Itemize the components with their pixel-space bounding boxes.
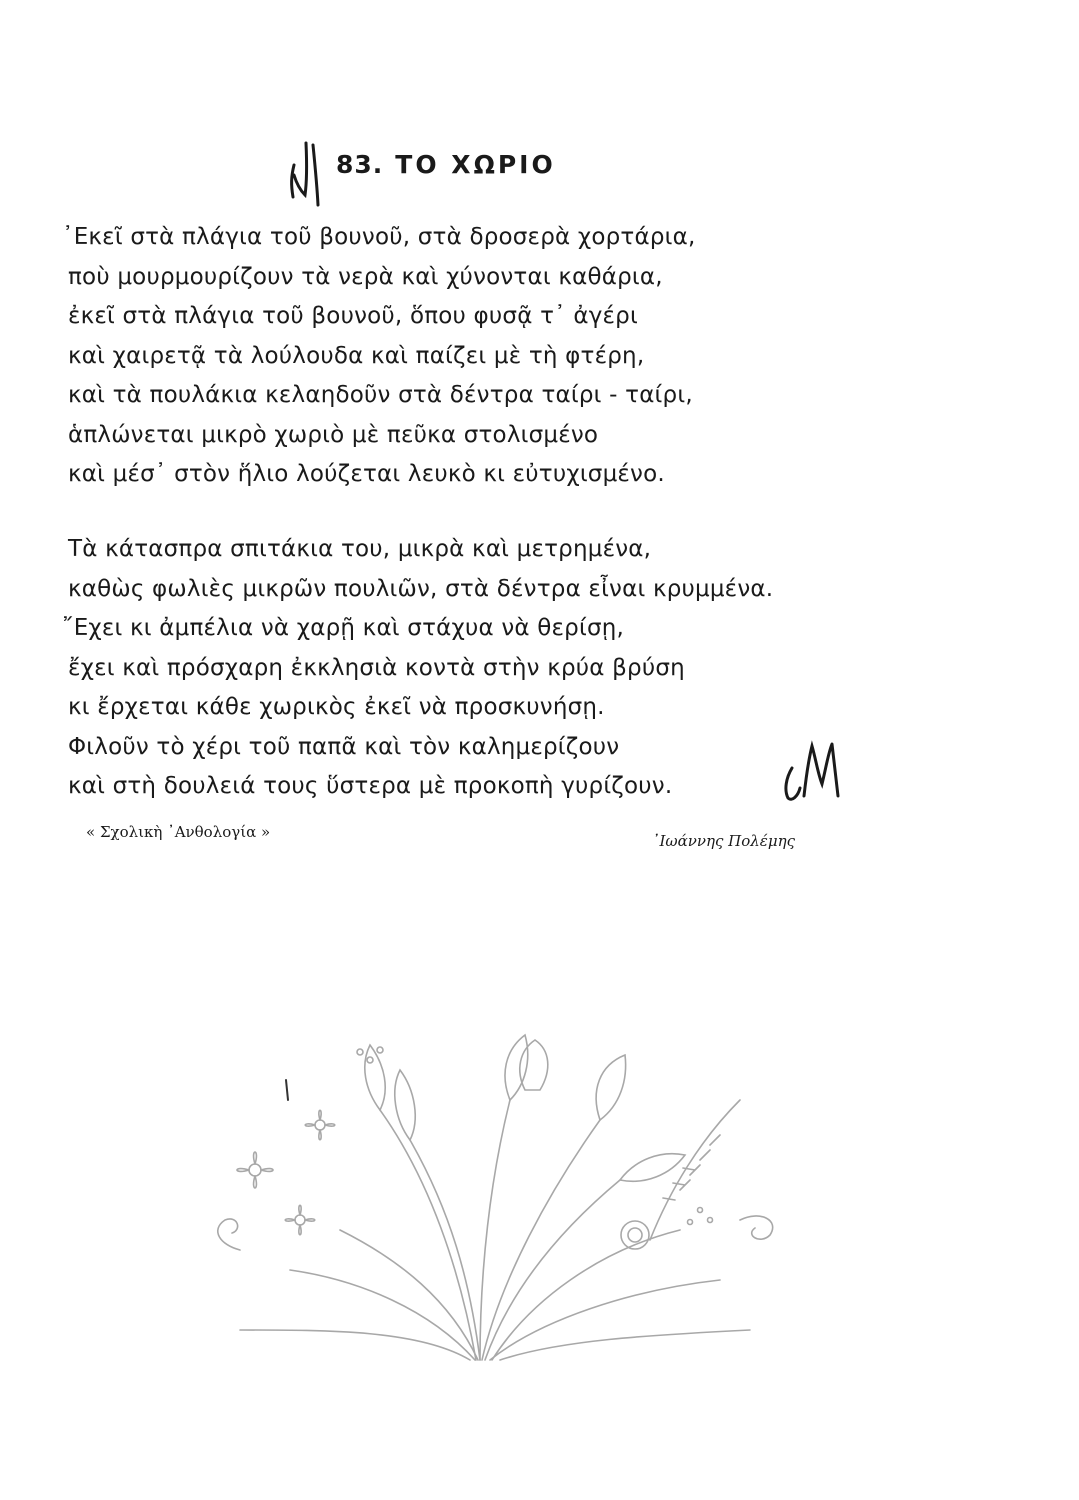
poem-line: ἐκεῖ στὰ πλάγια τοῦ βουνοῦ, ὅπου φυσᾷ τ᾿ ἀγέρι bbox=[68, 303, 638, 329]
poem-line: ῎Εχει κι ἀμπέλια νὰ χαρῇ καὶ στάχυα νὰ θερίσῃ, bbox=[62, 615, 625, 641]
poem-line: ποὺ μουρμουρίζουν τὰ νερὰ καὶ χύνονται καθάρια, bbox=[68, 263, 663, 290]
stanza-2 bbox=[62, 530, 1062, 807]
author-name: ᾿Ιωάννης Πολέμης bbox=[652, 832, 795, 850]
wildflowers-illustration-icon bbox=[180, 1030, 800, 1370]
poem-line: καὶ μέσ᾿ στὸν ἥλιο λούζεται λευκὸ κι εὐτυχισμένο. bbox=[68, 461, 665, 487]
poem-line: Φιλοῦν τὸ χέρι τοῦ παπᾶ καὶ τὸν καλημερίζουν bbox=[68, 733, 620, 760]
poem-line: ἔχει καὶ πρόσχαρη ἐκκλησιὰ κοντὰ στὴν κρύα βρύση bbox=[68, 654, 685, 681]
poem-line: καὶ στὴ δουλειά τους ὕστερα μὲ προκοπὴ γυρίζουν. bbox=[68, 773, 673, 799]
poem-line: ᾿Εκεῖ στὰ πλάγια τοῦ βουνοῦ, στὰ δροσερὰ χορτάρια, bbox=[62, 224, 696, 250]
stanza-1 bbox=[62, 218, 1062, 495]
source-citation: « Σχολικὴ ᾿Ανθολογία » bbox=[86, 823, 271, 841]
poem-line: κι ἔρχεται κάθε χωρικὸς ἐκεῖ νὰ προσκυνήσῃ. bbox=[68, 694, 605, 720]
poem-title-text: ΤΟ ΧΩΡΙΟ bbox=[395, 150, 556, 179]
poem-line: καὶ τὰ πουλάκια κελαηδοῦν στὰ δέντρα ταίρι - ταίρι, bbox=[68, 382, 693, 408]
poem-line: καὶ χαιρετᾷ τὰ λούλουδα καὶ παίζει μὲ τὴ φτέρη, bbox=[68, 342, 645, 369]
poem-number: 83. bbox=[336, 150, 384, 179]
poem-line: καθὼς φωλιὲς μικρῶν πουλιῶν, στὰ δέντρα εἶναι κρυμμένα. bbox=[68, 575, 774, 602]
poem-line: Τὰ κάτασπρα σπιτάκια του, μικρὰ καὶ μετρημένα, bbox=[68, 536, 652, 562]
handwritten-m-side-mark-icon bbox=[772, 738, 852, 808]
poem-line: ἁπλώνεται μικρὸ χωριὸ μὲ πεῦκα στολισμένο bbox=[68, 421, 599, 448]
poem-title bbox=[336, 150, 556, 179]
